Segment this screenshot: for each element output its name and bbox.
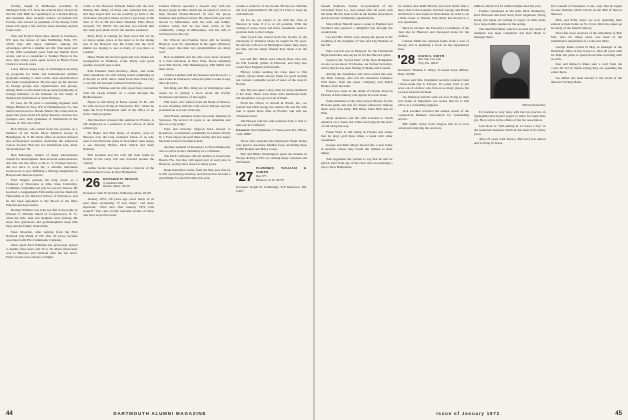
class-secretary-address [256,167,307,183]
class-year-mark: '28 [397,52,416,68]
column-paragraph: Jim Dearborn traveled this summer in Florida, is still employed as a professor at the school of naval technology. [82,117,154,130]
column-paragraph: Andy Andrews and his wife traveled to South America on a cruise last winter and enjoyed the ports of call along the way. [321,116,393,129]
column-paragraph: January 1972—26 years ago—how many of us were there wondering "if and when," and more important, "what next after January 1972 rolls around?" The class would welcome stories of those who have stayed in touch. [82,196,154,217]
secretary-address-line: Box 375 [256,174,267,179]
column-paragraph: The fall was quite a busy time for many members of the class. There were three class luncheons held, and attendance was good at all of them. [235,87,307,100]
column-paragraph: Charles Lehman sold his business and moved to a new home in Princeton, where he plans to take it easy after 40 years. [159,72,231,86]
column-paragraph: Phil Kent, who retired from the Bank of Boston, is now traveling with his wife across Europe and has promised an account of the trip. [159,99,231,113]
class-year-mark: '27 [235,168,254,184]
portrait-face [502,52,520,74]
issue-label: Issue of January 1972 [436,411,500,416]
treasurer-address: Paul Venneman, 17 Stone Acres Rd., Wilton, Conn. 06897 [235,128,307,136]
column-paragraph: Jack Gardner received the annual award of the Connecticut Bankers Association for outstanding service. [397,108,469,121]
column-paragraph: John Lynch has retired from the faculty of the University of Vermont where he taught for 30 years. He and his wife live in Burlington where they enjoy the lake and the many friends they made over the years. [235,35,307,56]
right-page-columns [321,4,622,406]
secretary-address-line: 9 Gardiners Rd. [103,180,124,185]
treasurer-label: Treasurer [235,128,250,133]
right-page [315,0,628,420]
column-paragraph: Les and Bev Talbot were among the guests at the wedding of the daughter of Wes and Peg Haskins in the fall. [321,35,393,48]
column-paragraph: From the offices of Arnold & Worth, Inc., we learned that Dick Gregg has retired. He and his wife plan to spend more time in Florida, and will see classmates there. [235,101,307,118]
column-paragraph: Back in October the Executive Committee of the class met in Hanover and discussed plans for the reunion. [397,25,469,38]
column-paragraph: As for us, we expect to be with the class at Hanover in June if it is at all possible. With the passing of years, more and more classmates seem to gravitate back to the College. [235,17,307,34]
column-paragraph: Treasurer: Thomas C. Mayo, 8 Laurel Lane, Milton, Mass. 02186 [397,68,469,77]
right-column-4 [551,4,623,406]
magazine-title-left: DARTMOUTH ALUMNI MAGAZINE [113,411,207,416]
column-paragraph: Les and Bev Talbot were among those who saw the Fall football games in Hanover, and they also toured New England with friends. [235,56,307,69]
left-column-1 [6,4,78,406]
column-paragraph: Jack Rose is "still putting in 12 hours a day" in the restaurant business which he has been in for many years. [474,123,546,136]
column-paragraph: Hayes is still living in Eaton Center, N. H., and his wife are now living in Vancouver, B.C. where he helps the Ford Foundation staff of the office of an Arctic study program. [82,99,154,117]
column-paragraph: Another resident of Rossmoor is Fred Drinkwater who is active in the community as a volunteer. [159,144,231,153]
class-year-heading [236,167,308,183]
column-paragraph: Some members of the class were in Boston for the Harvard game and met for dinner afterward. Among them were Jack Daly, Bill Riley, Dick Hall and Al Pratt. [321,98,393,115]
column-paragraph: Bill Smith writes from Oregon that he is now retired and enjoying the outdoors. [397,122,469,131]
class-secretary-address [103,178,138,190]
column-paragraph: Ken and Rebecca Riker sent a card from the Costa del Sol in Spain saying they are spending the winter there. [550,62,622,75]
column-paragraph: Harry White has moved again and now makes his headquarters in Danbury, Conn. Harry says good weather and golf year-round. [82,55,154,68]
photo-caption: Elliott Donnelley [522,103,546,108]
column-paragraph: Joe Miller has been elected to the board of the Hanover Savings Bank. [550,75,622,84]
column-paragraph: Since Mary Sherrill spent a week in England and Scotland and reported a delightful trip through the countryside. [321,21,393,34]
secretary-address-line: Troy, Pa. 16947 [418,61,439,66]
column-paragraph: Joe McKeon and his wife are now living in their new home in Maryland. Joe writes that he is still active as a consulting engineer. [397,95,469,108]
column-paragraph: Fred Wagner pursues his long career as a Professor of Education at Ohio State University, Columbus. Sometime last year he was two honors. He received a Guggenheim Fellowship and the Danforth Fellowship at the Harvard School of Education, and he has been appointed to the Board of the Ohio Educational Association. [6,178,78,207]
right-column-2 [398,4,470,406]
column-paragraph: George and Ruth Meyer moved into a new home in Arizona, where they found the climate to their liking. [321,143,393,156]
secretary-address-line: Boston, Mass. 02116 [103,184,130,189]
column-paragraph: Peter Mouchet, after retiring from the First National City Bank of NY after 40 years, became associated with Ely-Cruikshank Company. [6,229,78,242]
column-paragraph: Tex Connell of Southport, Conn., says that he began his new birthday which will be on the 30th of June in Hanover. [550,4,622,17]
column-paragraph: Larry Moran keeps busy in Washington drawing up programs for ballet and international exhibits programs relating to rural credit, rural electrification and farm reorganization. He has kept up his interest in foreign groups and organizations and groups, among them a Latin American-sponsored gathering of foreign ministers at the Institute for the Study of Democratic Institutions at Santa Barbara. [6,67,78,100]
column-paragraph: Once again Fred Whelden has graciously agreed to handle class news and 25 to 50 others made their way to Hanover and Vermont after the last news. Fred's stories were always a delight. [6,243,78,260]
class-year-mark: '26 [82,175,101,191]
secretary-address-line: Van Gan Col. Ltd. [418,57,442,62]
column-paragraph: Charles Pierson reported a 34-year stay with the Rotary group in Ohio which put an expert to work to help Ronald Pecker-Howard fit into the group business and political circles. He retired this year and moved to Milwaukee with his wife and family. Charles writes that he has been active in the community college in Milwaukee, and his wife is well known in the city. [159,4,231,37]
column-paragraph: Ev Leet, for 36 years a consulting engineer with Singer-Hilliard in Troy, NY, at Williamstown, Vt., has retired and moved to Rhode Island. He writes that he spent four years in the US Army Reserve, and has two younger sons, both graduates of Dartmouth in the Classes of 1951 and 1954. [6,101,78,126]
treasurer-line: Treasurer: Paul Venneman, 17 Stone Acres Rd., Wilton, Conn. 06897 [235,128,307,136]
column-paragraph: Treasurer: Ralph B. Cummings, 318 Delaware, Md. 21201 [235,184,307,193]
column-paragraph: Phil and Billie Worthington spent ten months in Europe driving a VW car, visiting many countries and old friends. [235,152,307,165]
secretary-name: RICHARD W. BENSON [103,176,139,181]
column-paragraph: Those who attended the Dartmouth Night dinner were glad to see many familiar faces, including those of Bill Robins and Harry Carey. [235,138,307,151]
column-paragraph: Frank Ward is still living in Florida and writes that he plays golf three times a week with other classmates. [321,129,393,142]
column-paragraph: Mary Hoyt is waiting for final word that we do not move again, place at the hotel or in the dining area of the Hanover Inn. He writes that the local alumni are hoping to see as many of you there as possible. [82,33,154,54]
column-paragraph: Charles Mills has returned home from a tour of Europe and is planning a book on his experiences there. [397,39,469,52]
column-paragraph: Ed Baker and Bob Dean, of Pueblo, were in Hanover over the long weekend. Those of us who went to the Princeton game in November were happy to see Dorothy Hobbs, Dick Welch and Dom Shattuck. [82,131,154,152]
left-page [0,0,313,420]
column-paragraph: faculty, taught at McBurney Academy in Michigan Falls, VT. Now the schools have closed, he and his wife Ruth are operating it as a branch library and museum. Also recently retired, accountant Pat Fowler, who served as president of the Rotary Club where Pat spent a life and has been donating ancient forest tools. [6,4,78,33]
column-paragraph: The Deerfield Mall, which is located just north of Amherst, has been completed and Ken Dunn is manager there. [474,27,546,40]
left-column-2 [83,4,155,406]
right-page-footer [321,411,622,417]
right-column-3 [474,4,546,406]
column-paragraph: Stan and Evelyn Moss have retired to Kenmore, NY, near the shores of lake McMullan Falls, VT, which they still enjoy summers. Among the advantages will be a smaller tax bill. Stan spent part of the 1965 retirement years from the Merrill Stern works, and as a consultant to Stanley Pierce in the area, after many years spent served as Burnt Town Clerk for several years. [6,33,78,67]
left-page-columns [6,4,307,406]
column-paragraph: After 25 years with Texaco, Bill Levy has retired and is living in Texas. [474,137,546,146]
column-paragraph: George Klein retired in May as manager of the Pittsburgh office of the Crane Co. after 40 years with the firm. He plans to spend more time traveling with his wife. [550,44,622,61]
column-paragraph: Bob Giddens and his wife left their home in Florida in the early fall and traveled around the country. [82,152,154,165]
class-secretary-address [418,55,444,67]
secretary-name: DAVID S. SMITH [418,53,445,58]
column-paragraph: Gardner Holmes and his wife report they returned from the Greek Islands on a cruise through the Mediterranean. [82,86,154,99]
column-paragraph: Bob Warren, who retired from law practice as a member of the North Shore Medical Group in Huntington, N. Y. He holds office in several national and professional societies, including the American Cancer Society. Bob has two Dartmouth sons, Peter '56 and Robert '56. [6,126,78,152]
column-paragraph: Herbert Whittier was born last fall at the home of Edward S. Whittier Mead of Cooperstown, N. Y., when his wife, Ann and daughter were visiting. He notes that grandsons and granddaughters keep him busy and his family visited him. [6,207,78,229]
column-paragraph: Stew Carvell was in Hanover for the Dartmouth Night festivities and stayed on for the Harvard game. [321,48,393,57]
left-column-3 [159,4,231,406]
right-column-1 [321,4,393,406]
column-paragraph: Word has come of the death of Charles Pond in Florida. A full obituary will appear in a later issue. [321,89,393,98]
column-paragraph: The Dick Calhouns' official address is Clearwater Beach, Fla., but they still spend part of each year in Hanover, as they have done for many years. [159,154,231,167]
left-page-footer [6,411,307,417]
column-paragraph: Former classmates at the mill, Dick Weatherby, Karl Maxwell and Karl Ross from Sagamore, Hong Kong and Japan are writing to report on their plans for a large family reunion in the spring. [474,9,546,26]
column-paragraph: Paul Frank continues in the real estate business in Syracuse. He served 14 years as an alderman and later as a city judge. [159,113,231,126]
column-paragraph: Ed Lerman is very busy with his law practice in Springfield and doesn't expect to retire for some time yet. He is active in the affairs of the bar association. [474,110,546,123]
column-paragraph: Jim Ring and Mrs. Ring are in Washington state where he is writing a book about the Pacific Northwest and history of the region. [159,86,231,99]
column-paragraph: Bob Macauley, winner of many international awards for development, farm and real estate interests and who ran the office at the U. S. Foreign Service, did not have to look far; a suitable retirement location: he is now fulfilling a lifelong assignment in Hawaii and there he reports. [6,152,78,177]
class-year-heading [398,54,470,66]
column-paragraph: Treasurer: John W. Roberts, Wellesley, Mass. 02181 [82,191,152,196]
portrait-photo [490,45,530,99]
column-paragraph: Harvey writes sending his class dues to Tim Collins, whose letters always make for good reading and contain a splendid record of news of the class in Florida. [235,70,307,87]
portrait-body [494,78,528,98]
column-paragraph: Fred and Dorothy Osgood have moved to Rossmoor, a retirement community in Leisure World, N. J. Fred enjoys the golf links nearby and also keeps his hand in the local bank boards. [159,127,231,144]
column-paragraph: Among the classmates who have retired this year are Dick Cheney, who left the insurance business; Will Dana, from the paper company; and Ralph Barker, from the bank. [321,71,393,88]
column-paragraph: Bob Goldsmith and his wife were hosts recently at a class luncheon in New York. Those attending were Bill Norris, Tim Hemmingway, Phil Miller and their wives. [159,55,231,72]
left-column-4 [236,4,308,406]
column-paragraph: Arthur Jacobs has been named a director of the American Red Cross, in New Hampshire. [82,166,154,175]
page-number-right: 45 [615,411,622,417]
column-paragraph: Dr. Wolcott and Pauline Sayre will be leaving Hanover soon for retirement in the upper Midwest. They report that their two grandchildren are doing well. [159,37,231,54]
secretary-name: ELSBERRY, WILLIAM R. NORTH [256,166,307,175]
column-paragraph: Tom Ingraham has written to say that he will be glad to hear from any of the class who are planning a trip to New Hampshire. [321,156,393,169]
column-paragraph: Paul Puzman, West Roxbury, Mass., and some other classmates are still writing letters reminding us of the trip in 1970. Alice called from New York City to say that she had just returned from Europe. [82,68,154,86]
secretary-address-line: Hanover, N. H. 03755 [256,178,285,183]
class-year-heading [83,177,155,189]
column-paragraph: Dick and Polly Sears are now spending their winters at their home on St. Croix. Dick has taken up the study of the island's history. [550,17,622,30]
column-paragraph: Sessell Ashburn, former vice-president of the Cleveland Trust Co., has retired after 40 years with the bank. He has been active in the alumni association and in several community organizations. [321,4,393,21]
page-number-left: 44 [6,411,13,417]
column-paragraph: Sound is the "Lyons Den" of the New Hampshire woods, as we know. Ed Rooke, our former Secretary, writes that he has been fishing in Maine and Canada. [321,58,393,71]
column-paragraph: Jim Hooper and his wife returned from a visit to their son in California. [235,118,307,127]
column-paragraph: Word has been received of the retirement of Bob Fisk, who for many years was head of the mathematics department at a school in Ohio. [550,31,622,44]
column-paragraph: Hank Kurtzman writes from the Bay area that he is still a practicing attorney, and that he has become a grandfather for the third time this year. [159,167,231,180]
column-paragraph: Steve and Mrs. Dragiland recently returned from a three-week trip to Europe. It's pretty hard to put news out of a fellow who lives in so many places, but we have heard from them. [397,77,469,94]
column-paragraph: rooms at the Howard Johnson Motel and the new Holiday Inn. Many of those who attended this year said they expect that we can possibly go back to the old houses, the place where we met a good part of the class of '25 in '69 and there Whelden Ellis, Bruce Norwich, VT, 05055. We ask that you inform him also what your plans are for the reunion weekend. [82,4,154,33]
column-paragraph: million, which was $1 million higher than the year. [474,4,542,8]
column-paragraph: became a collector of rare books. He has two children and four grandchildren. He says it's hard to keep up with them all. [235,4,307,17]
column-paragraph: the winner, that Ruth Murray was back home after a short visit to the hospital, and that George and Hattie Worth have a new home in Westchester. In order to be a little closer to friends, Stan Alder has moved to a new apartment. [397,4,469,25]
